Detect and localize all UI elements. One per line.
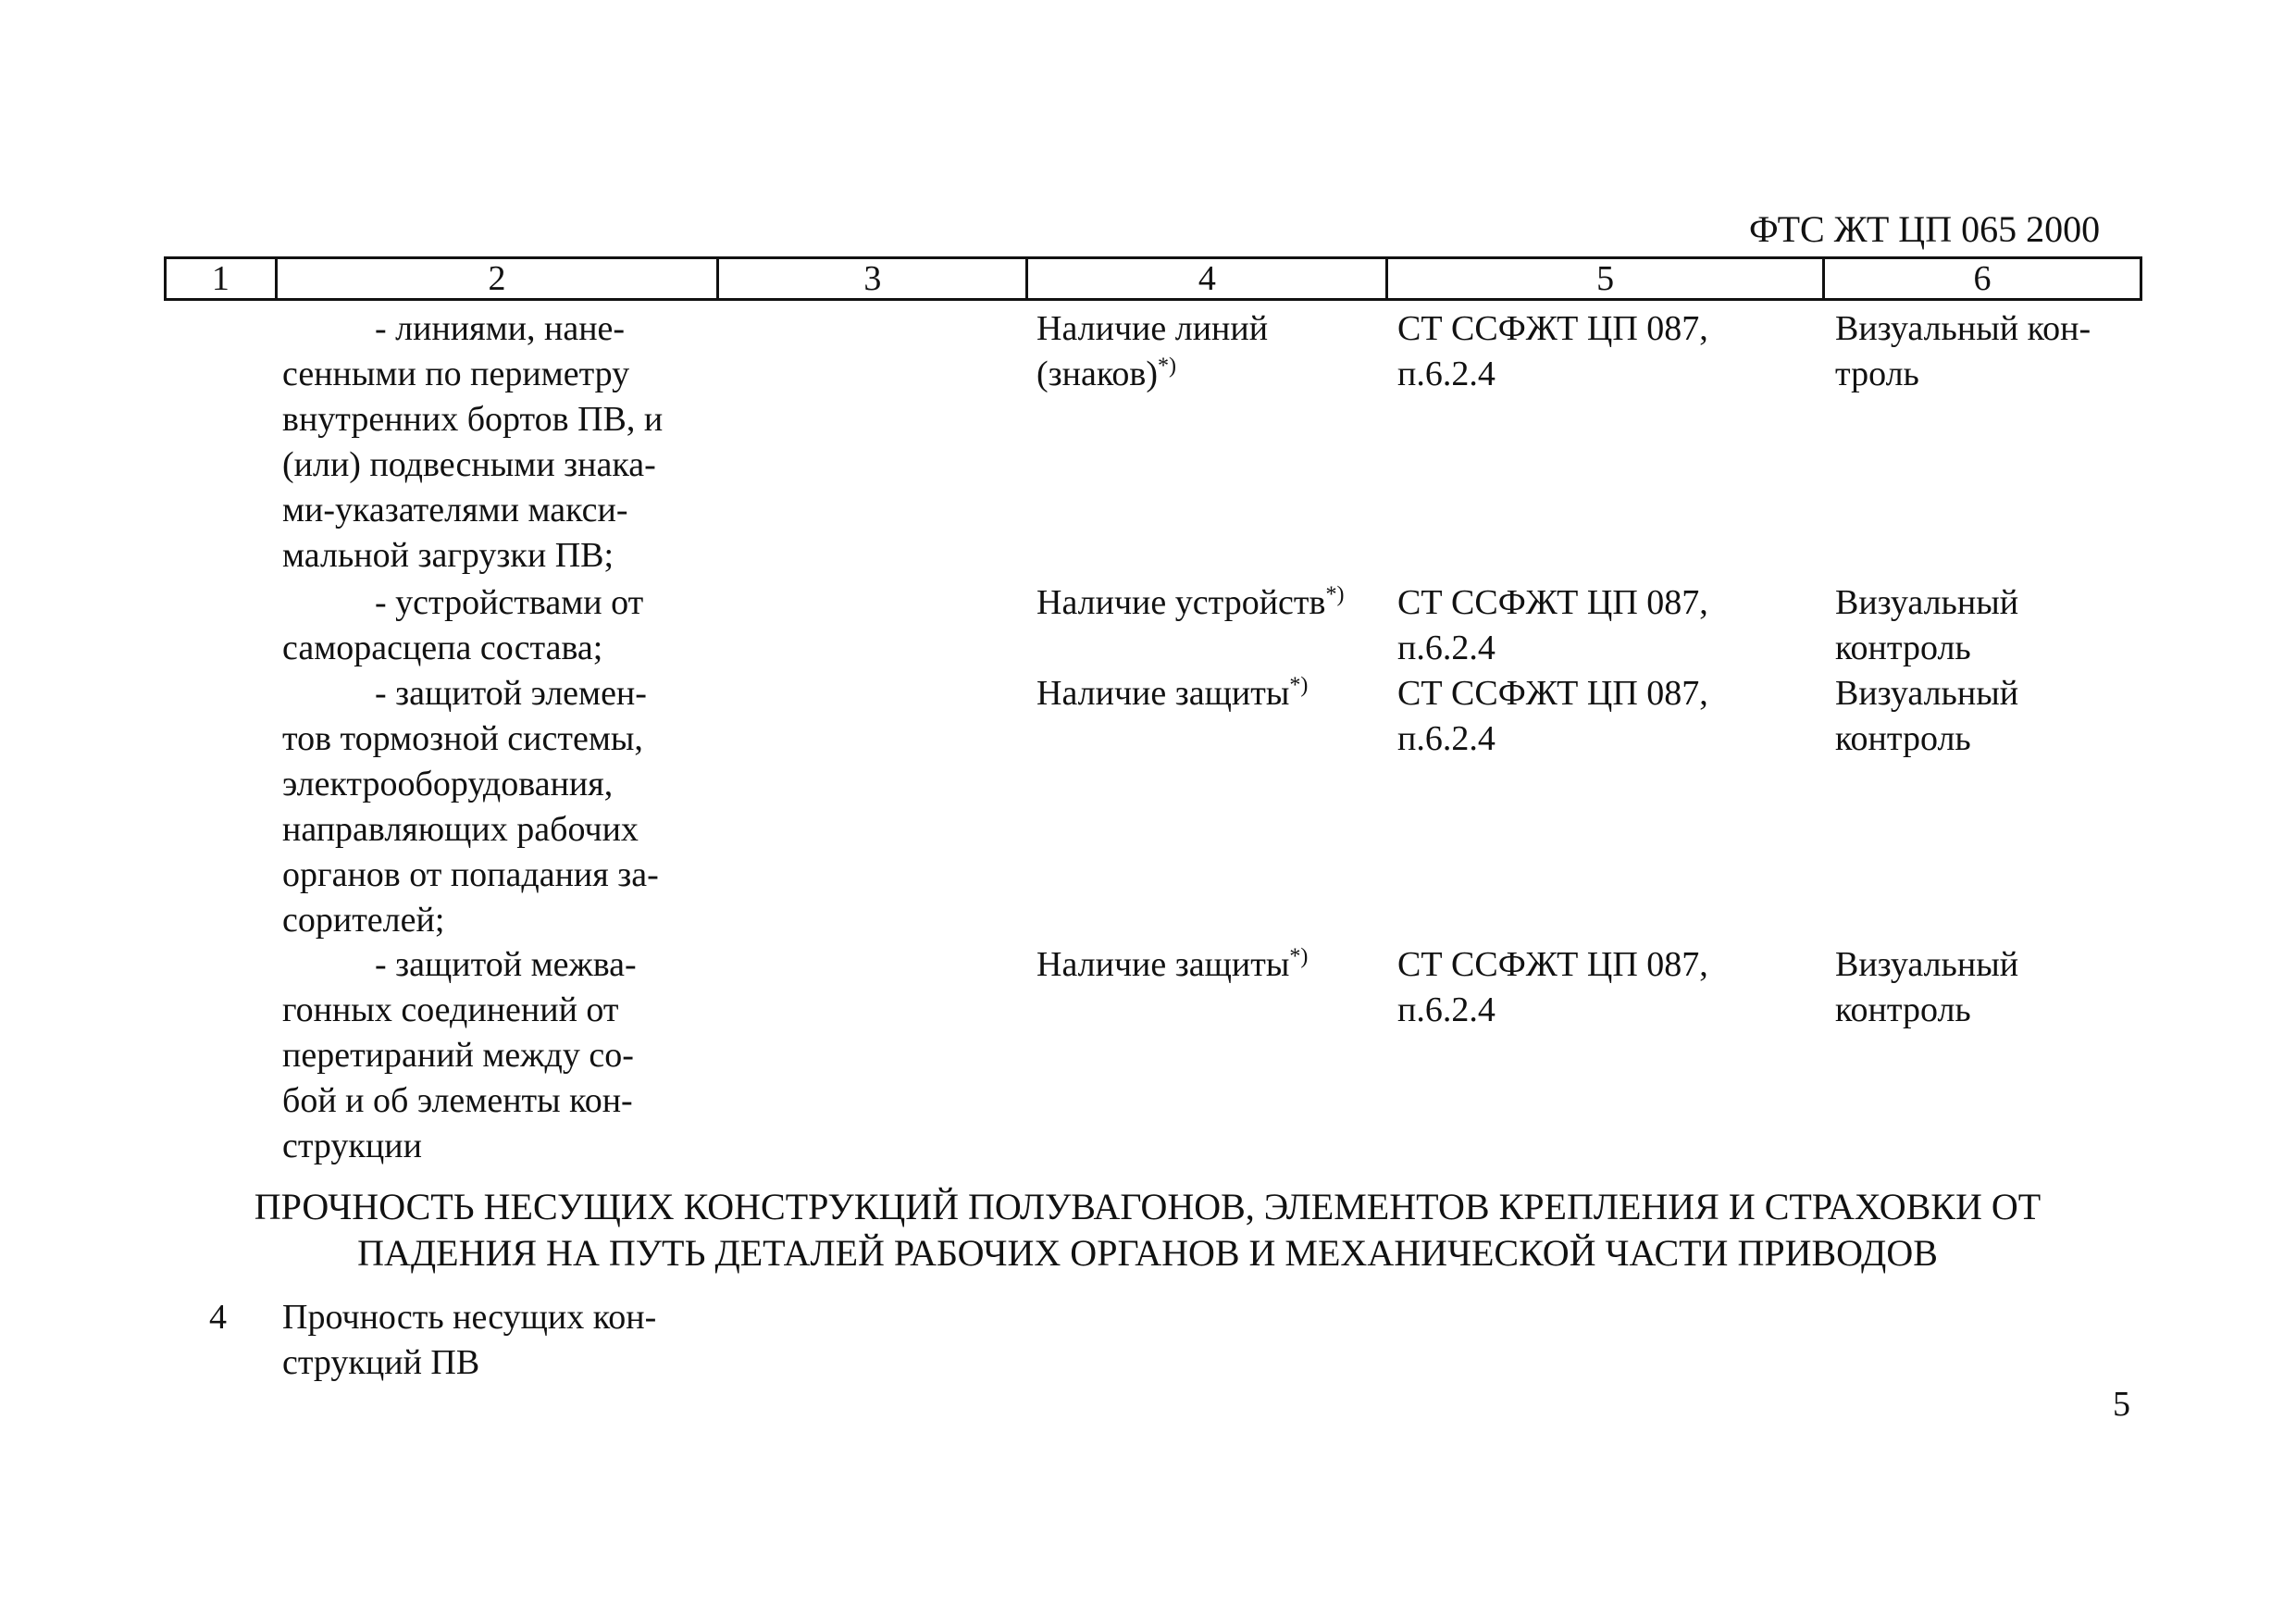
column-header-6: 6 xyxy=(1973,259,1992,298)
row2-col5-line: п.6.2.4 xyxy=(1397,629,1496,667)
row4-col4-text: Наличие защиты xyxy=(1036,945,1290,984)
column-header-3: 3 xyxy=(719,259,1028,298)
footnote-marker: *) xyxy=(1325,582,1345,607)
row1-col4-line xyxy=(1036,352,1176,397)
row1-col4-line: Наличие линий xyxy=(1036,309,1269,348)
row1-col4-text: (знаков) xyxy=(1036,355,1158,393)
row1-col2-line: - линиями, нане- xyxy=(375,309,626,348)
row3-col2-line: органов от попадания за- xyxy=(282,855,659,894)
page-number: 5 xyxy=(2113,1385,2130,1424)
document-code: ФТС ЖТ ЦП 065 2000 xyxy=(1749,208,2101,250)
row4-col6-line: Визуальный xyxy=(1835,945,2019,984)
section-title-line: ПРОЧНОСТЬ НЕСУЩИХ КОНСТРУКЦИЙ ПОЛУВАГОНОВ, ЭЛЕМЕНТОВ КРЕПЛЕНИЯ И СТРАХОВКИ ОТ xyxy=(254,1186,2042,1227)
row1-col6-line: Визуальный кон- xyxy=(1835,309,2091,348)
column-header-4: 4 xyxy=(1028,259,1388,298)
row4-col5-line: п.6.2.4 xyxy=(1397,990,1496,1029)
row2-col2-line: - устройствами от xyxy=(375,583,644,622)
item4-text-line: струкций ПВ xyxy=(282,1343,480,1382)
row3-col2-line: - защитой элемен- xyxy=(375,674,647,713)
row3-col6-line: Визуальный xyxy=(1835,674,2019,713)
row4-col2-line: гонных соединений от xyxy=(282,990,619,1029)
row3-col2-line: направляющих рабочих xyxy=(282,810,639,849)
row2-col4-text: Наличие устройств xyxy=(1036,583,1326,622)
row2-col4-line xyxy=(1036,580,1344,626)
footnote-marker: *) xyxy=(1289,944,1309,969)
row1-col2-line: ми-указателями макси- xyxy=(282,491,628,529)
row1-col2-line: (или) подвесными знака- xyxy=(282,445,656,484)
row3-col6-line: контроль xyxy=(1835,719,1971,758)
row4-col2-line: бой и об элементы кон- xyxy=(282,1081,633,1120)
row2-col6-line: Визуальный xyxy=(1835,583,2019,622)
section-title-line: ПАДЕНИЯ НА ПУТЬ ДЕТАЛЕЙ РАБОЧИХ ОРГАНОВ И МЕХАНИЧЕСКОЙ ЧАСТИ ПРИВОДОВ xyxy=(357,1232,1938,1274)
row4-col4-line xyxy=(1036,942,1308,988)
item4-text-line: Прочность несущих кон- xyxy=(282,1298,657,1337)
row2-col2-line: саморасцепа состава; xyxy=(282,629,603,667)
footnote-marker: *) xyxy=(1158,354,1176,379)
row1-col5-line: СТ ССФЖТ ЦП 087, xyxy=(1397,309,1708,348)
row1-col5-line: п.6.2.4 xyxy=(1397,355,1496,393)
column-header-1: 1 xyxy=(167,259,278,298)
row3-col2-line: тов тормозной системы, xyxy=(282,719,643,758)
column-header-2: 2 xyxy=(278,259,720,298)
column-header-5: 5 xyxy=(1388,259,1825,298)
table-header-row xyxy=(164,256,2142,301)
section-title xyxy=(185,1184,2110,1277)
row3-col4-line xyxy=(1036,671,1308,716)
row2-col5-line: СТ ССФЖТ ЦП 087, xyxy=(1397,583,1708,622)
row3-col2-line: сорителей; xyxy=(282,901,445,940)
row4-col2-line: - защитой межва- xyxy=(375,945,637,984)
row3-col5-line: СТ ССФЖТ ЦП 087, xyxy=(1397,674,1708,713)
row2-col6-line: контроль xyxy=(1835,629,1971,667)
row4-col2-line: струкции xyxy=(282,1127,422,1165)
row1-col6-line: троль xyxy=(1835,355,1919,393)
row4-col5-line: СТ ССФЖТ ЦП 087, xyxy=(1397,945,1708,984)
row1-col2-line: внутренних бортов ПВ, и xyxy=(282,400,664,439)
row3-col2-line: электрооборудования, xyxy=(282,765,614,803)
row1-col2-line: мальной загрузки ПВ; xyxy=(282,536,614,575)
row1-col2-line: сенными по периметру xyxy=(282,355,630,393)
row3-col4-text: Наличие защиты xyxy=(1036,674,1290,713)
row3-col5-line: п.6.2.4 xyxy=(1397,719,1496,758)
row4-col2-line: перетираний между со- xyxy=(282,1036,634,1075)
row4-col6-line: контроль xyxy=(1835,990,1971,1029)
item-number: 4 xyxy=(209,1298,227,1337)
footnote-marker: *) xyxy=(1289,673,1309,698)
